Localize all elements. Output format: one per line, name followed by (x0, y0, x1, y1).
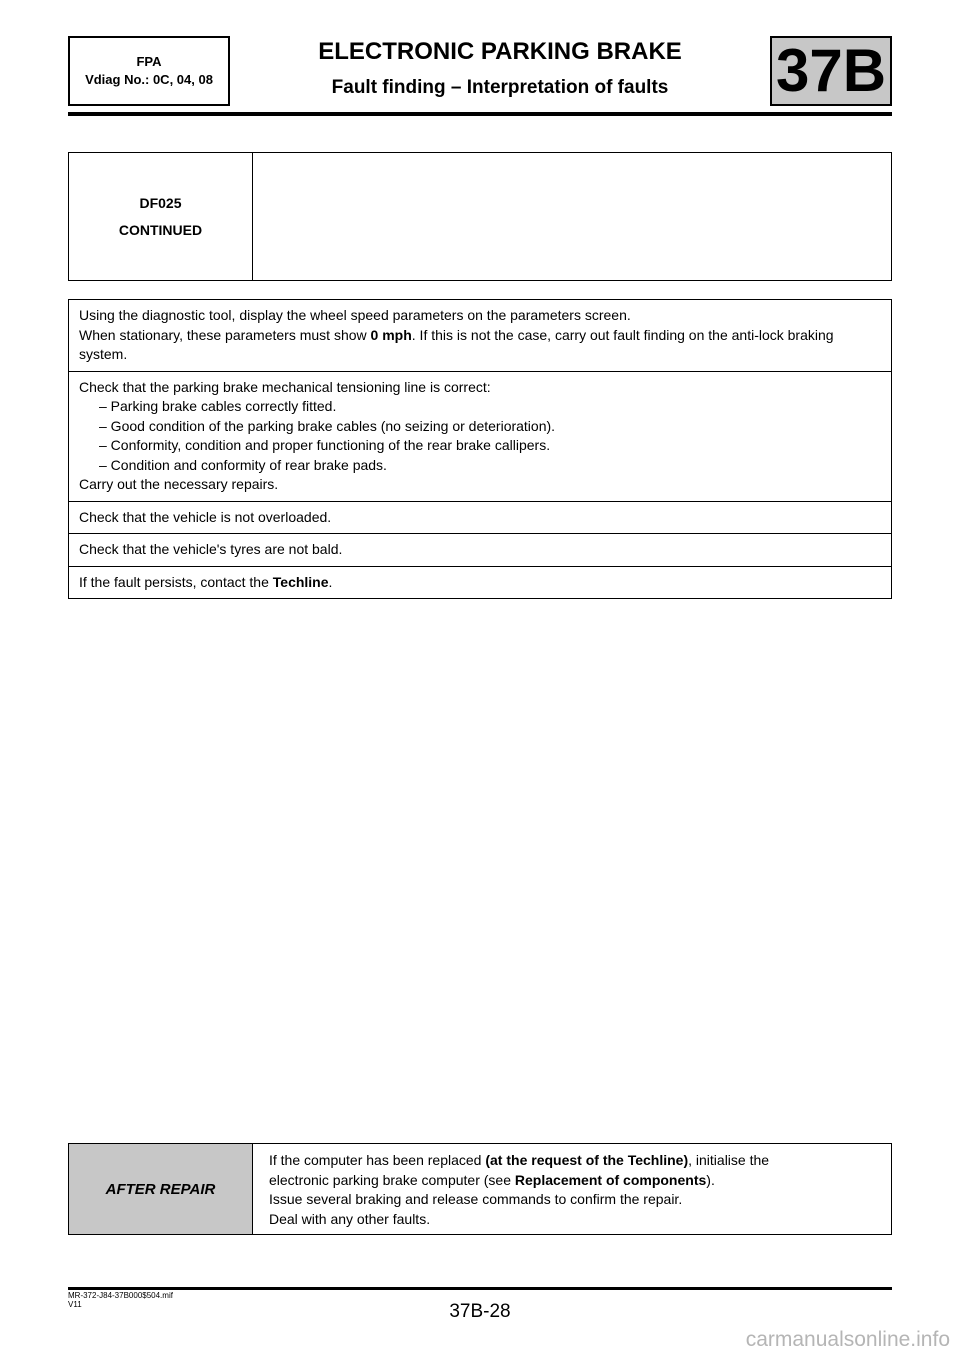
page-subtitle: Fault finding – Interpretation of faults (331, 77, 669, 98)
step-tyres (69, 534, 891, 567)
step-techline (69, 567, 891, 599)
vdiag-label: Vdiag No.: 0C, 04, 08 (85, 72, 213, 87)
step-text: Check that the vehicle is not overloaded. (79, 508, 332, 525)
fault-header-box (68, 152, 892, 281)
page-title: ELECTRONIC PARKING BRAKE (318, 38, 682, 65)
fault-status: CONTINUED (118, 221, 203, 238)
after-repair-text: If the computer has been replaced (at the request of the Techline), initialise the electronic parking brake computer (see Replacement of components). Issue several braking and release commands to confirm the repair. Deal with any other faults. (269, 1152, 770, 1227)
header-divider (68, 112, 892, 116)
document-reference: MR-372-J84-37B000$504.mif V11 (68, 1291, 173, 1309)
step-wheel-speed (69, 300, 891, 372)
step-overload (69, 502, 891, 535)
step-tensioning-line (69, 372, 891, 502)
after-repair-box (68, 1143, 892, 1235)
step-text: Using the diagnostic tool, display the wheel speed parameters on the parameters screen. (79, 307, 631, 323)
bullet-item: – Condition and conformity of rear brake pads. (99, 456, 387, 473)
techline-label: Techline (272, 573, 329, 590)
vehicle-info-box (68, 36, 230, 106)
fpa-label: FPA (136, 54, 162, 69)
bullet-item: – Conformity, condition and proper functioning of the rear brake callipers. (99, 437, 551, 453)
footer-divider (68, 1287, 892, 1290)
bullet-item: – Good condition of the parking brake cables (no seizing or deterioration). (99, 417, 556, 434)
watermark-text: carmanualsonline.info (745, 1328, 950, 1351)
page-number: 37B-28 (449, 1301, 511, 1322)
bold-value: 0 mph (370, 326, 412, 343)
fault-code: DF025 (139, 194, 182, 211)
step-text: When stationary, these parameters must show 0 mph. If this is not the case, carry out fault finding on the anti-lock braking system. (79, 326, 834, 362)
step-text: If the fault persists, contact the Techline. (79, 573, 333, 590)
procedure-table (68, 299, 892, 599)
section-code-badge: 37B (770, 36, 892, 106)
after-repair-label: AFTER REPAIR (69, 1144, 253, 1234)
fault-description-cell (253, 153, 891, 280)
step-text: Check that the vehicle's tyres are not bald. (79, 541, 343, 557)
bullet-item: – Parking brake cables correctly fitted. (99, 398, 337, 414)
step-text: Check that the parking brake mechanical tensioning line is correct: (79, 378, 491, 395)
step-text: Carry out the necessary repairs. (79, 476, 279, 492)
fault-code-cell (69, 153, 253, 280)
